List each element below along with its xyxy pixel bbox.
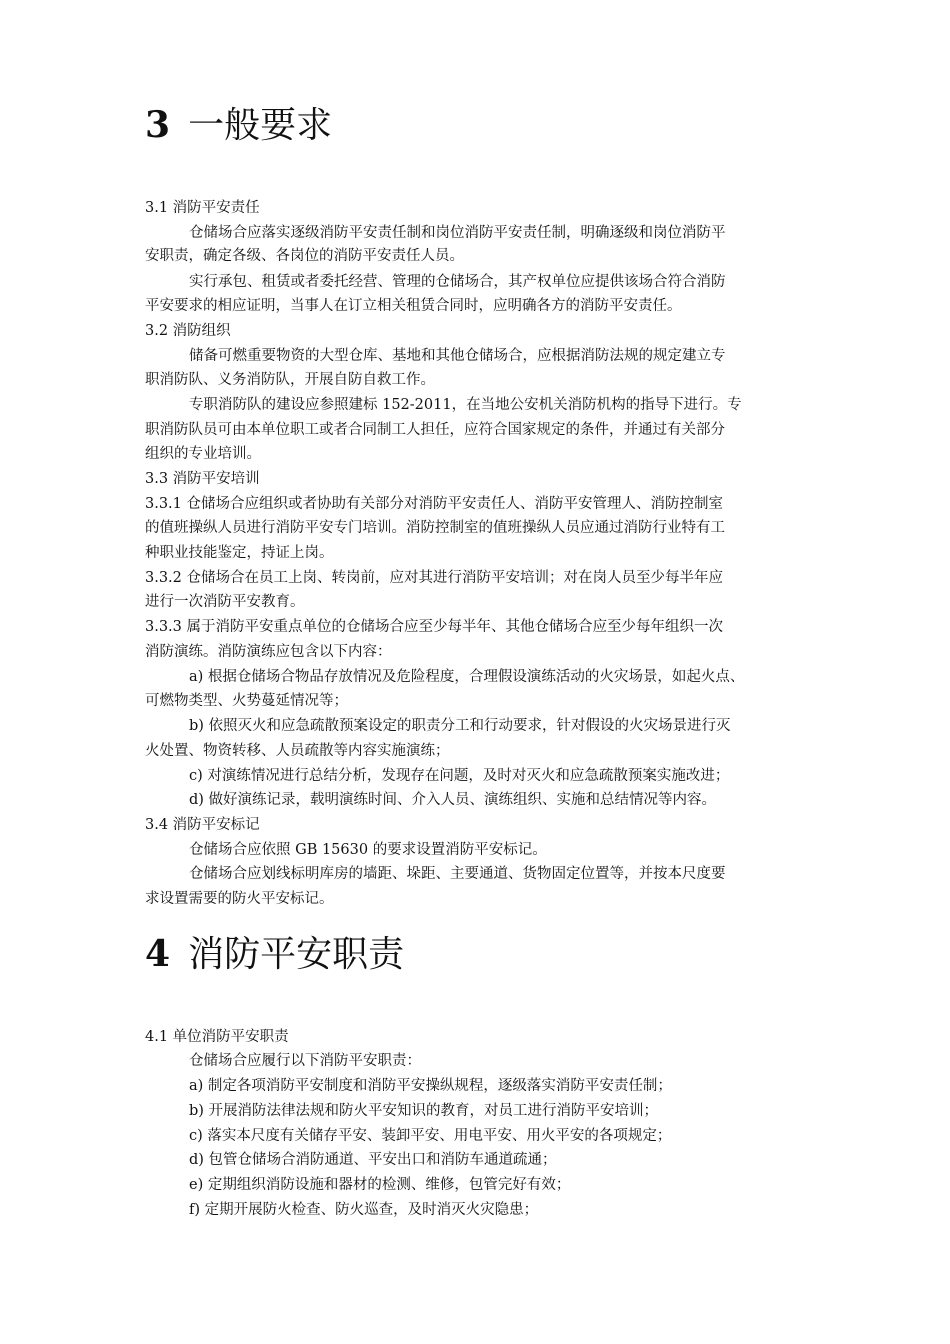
list-item: f) 定期开展防火检查、防火巡查，及时消灭火灾隐患；: [189, 1202, 539, 1218]
list-item: a) 根据仓储场合物品存放情况及危险程度，合理假设演练活动的火灾场景，如起火点、: [189, 669, 745, 685]
paragraph-line: 3.3.2 仓储场合在员工上岗、转岗前，应对其进行消防平安培训；对在岗人员至少每半年应: [145, 570, 723, 586]
list-item: e) 定期组织消防设施和器材的检测、维修，包管完好有效；: [189, 1177, 571, 1193]
paragraph-line: 专职消防队的建设应参照建标 152-2011，在当地公安机关消防机构的指导下进行。专: [189, 397, 742, 413]
subsection-heading: 4.1 单位消防平安职责: [145, 1029, 289, 1045]
paragraph-line: 职消防队、义务消防队，开展自防自救工作。: [145, 372, 435, 388]
paragraph-line: 消防演练。消防演练应包含以下内容：: [145, 644, 392, 660]
section-number: 4: [145, 933, 171, 975]
list-item: d) 做好演练记录，载明演练时间、介入人员、演练组织、实施和总结情况等内容。: [189, 792, 717, 808]
subsection-heading: 3.2 消防组织: [145, 323, 231, 339]
paragraph-line: 仓储场合应划线标明库房的墙距、垛距、主要通道、货物固定位置等，并按本尺度要: [189, 866, 726, 882]
paragraph-line: 平安要求的相应证明，当事人在订立相关租赁合同时，应明确各方的消防平安责任。: [145, 298, 682, 314]
list-item: a) 制定各项消防平安制度和消防平安操纵规程，逐级落实消防平安责任制；: [189, 1078, 672, 1094]
paragraph-line: 的值班操纵人员进行消防平安专门培训。消防控制室的值班操纵人员应通过消防行业特有工: [145, 520, 725, 536]
subsection-heading: 3.1 消防平安责任: [145, 200, 260, 216]
paragraph-line: 种职业技能鉴定，持证上岗。: [145, 545, 334, 561]
subsection-heading: 3.3 消防平安培训: [145, 471, 260, 487]
section-4-heading: [145, 932, 404, 977]
section-3-heading: [145, 103, 332, 148]
list-item: b) 依照灭火和应急疏散预案设定的职责分工和行动要求，针对假设的火灾场景进行灭: [189, 718, 731, 734]
paragraph-line: 3.3.1 仓储场合应组织或者协助有关部分对消防平安责任人、消防平安管理人、消防控制室: [145, 496, 723, 512]
paragraph-line: 火处置、物资转移、人员疏散等内容实施演练；: [145, 743, 450, 759]
subsection-heading: 3.4 消防平安标记: [145, 817, 260, 833]
paragraph-line: 求设置需要的防火平安标记。: [145, 891, 334, 907]
section-title: 一般要求: [188, 105, 333, 146]
section-number: 3: [145, 104, 171, 146]
list-item: d) 包管仓储场合消防通道、平安出口和消防车通道疏通；: [189, 1152, 557, 1168]
paragraph-line: 储备可燃重要物资的大型仓库、基地和其他仓储场合，应根据消防法规的规定建立专: [189, 348, 726, 364]
paragraph-line: 可燃物类型、火势蔓延情况等；: [145, 693, 348, 709]
paragraph-line: 仓储场合应履行以下消防平安职责：: [189, 1053, 421, 1069]
list-item: c) 落实本尺度有关储存平安、装卸平安、用电平安、用火平安的各项规定；: [189, 1128, 672, 1144]
paragraph-line: 进行一次消防平安教育。: [145, 594, 305, 610]
section-title: 消防平安职责: [188, 934, 405, 975]
list-item: b) 开展消防法律法规和防火平安知识的教育，对员工进行消防平安培训；: [189, 1103, 659, 1119]
paragraph-line: 职消防队员可由本单位职工或者合同制工人担任，应符合国家规定的条件，并通过有关部分: [145, 422, 725, 438]
paragraph-line: 实行承包、租赁或者委托经营、管理的仓储场合，其产权单位应提供该场合符合消防: [189, 274, 726, 290]
paragraph-line: 仓储场合应落实逐级消防平安责任制和岗位消防平安责任制，明确逐级和岗位消防平: [189, 225, 726, 241]
paragraph-line: 3.3.3 属于消防平安重点单位的仓储场合应至少每半年、其他仓储场合应至少每年组织一次: [145, 619, 723, 635]
paragraph-line: 仓储场合应依照 GB 15630 的要求设置消防平安标记。: [189, 842, 547, 858]
paragraph-line: 组织的专业培训。: [145, 446, 261, 462]
paragraph-line: 安职责，确定各级、各岗位的消防平安责任人员。: [145, 248, 464, 264]
list-item: c) 对演练情况进行总结分析，发现存在问题，及时对灭火和应急疏散预案实施改进；: [189, 768, 730, 784]
